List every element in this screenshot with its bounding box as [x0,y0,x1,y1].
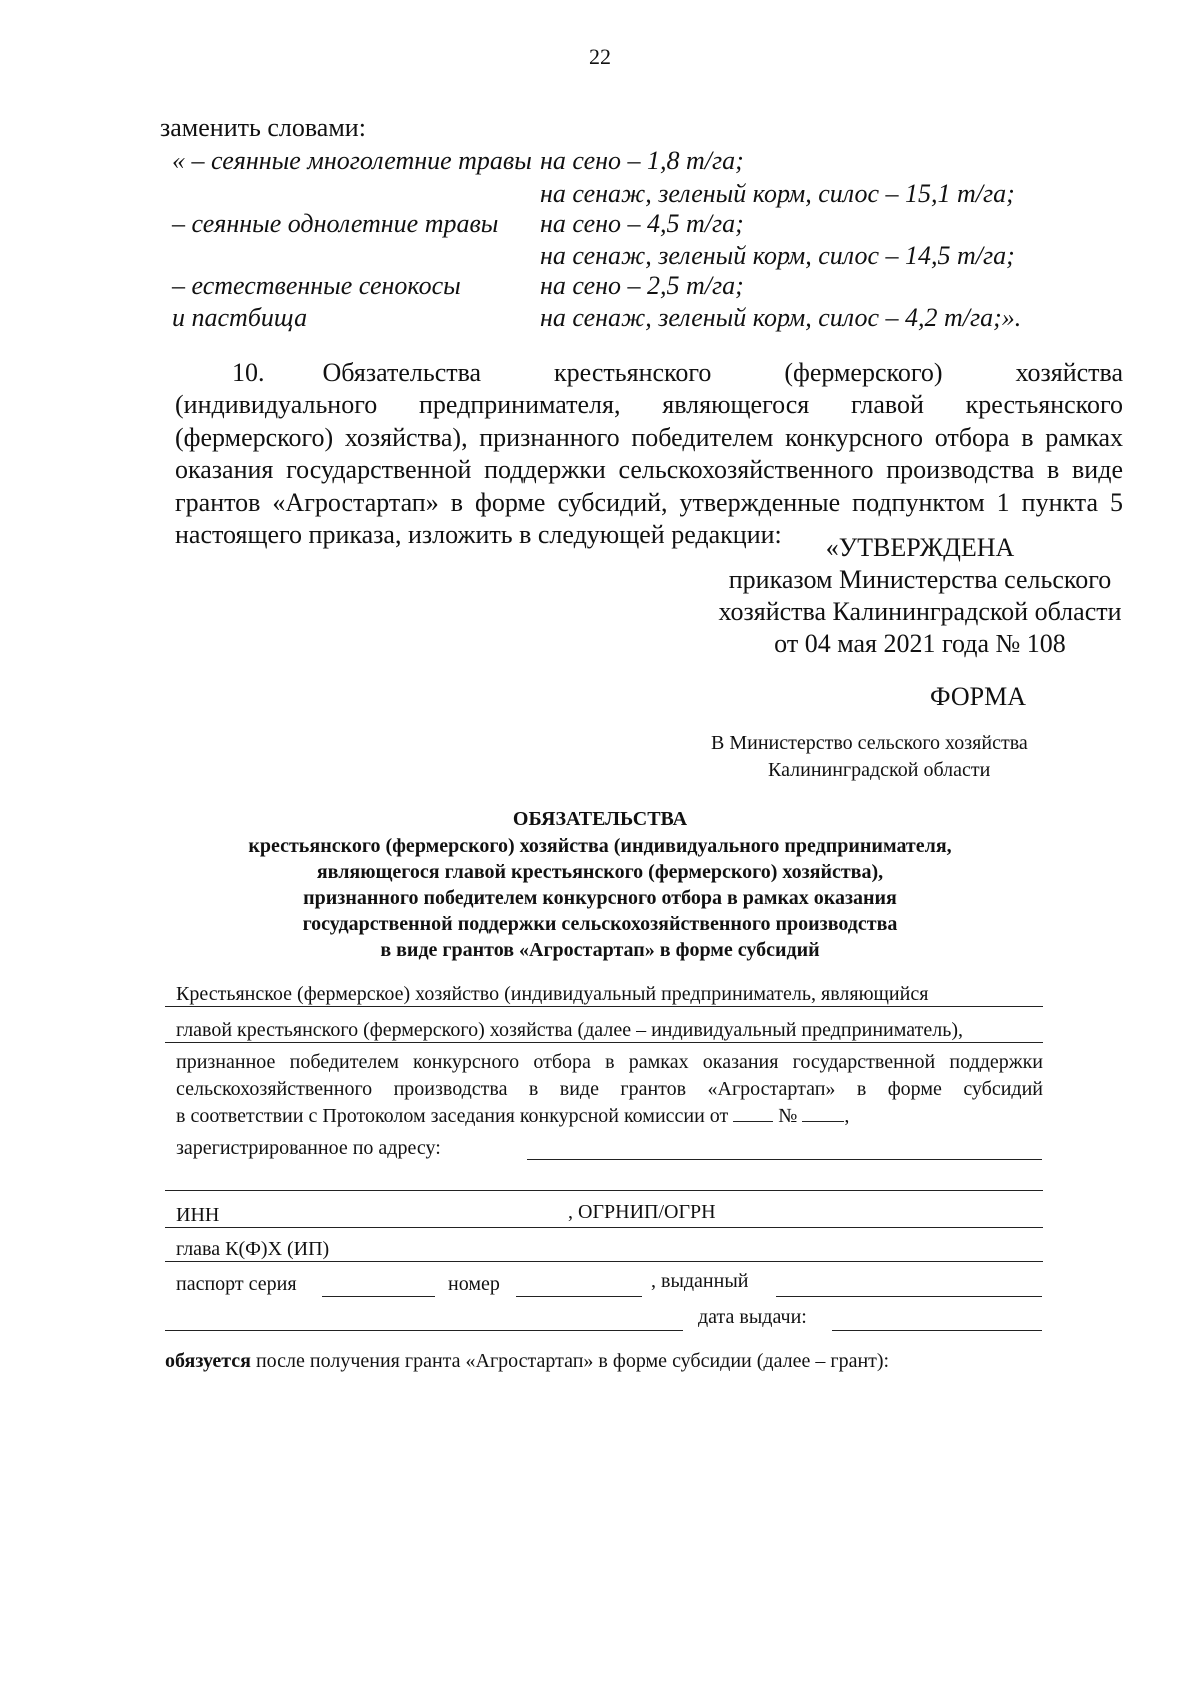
protocol-number-sign: № [778,1105,798,1127]
paragraph-10 [175,357,1123,551]
form-paragraph-line: сельскохозяйственного производства в виде грантов «Агростартап» в форме субсидий [176,1078,1043,1100]
form-subtitle-line: государственной поддержки сельскохозяйственного производства [302,913,898,935]
norm-crop: – естественные сенокосы [172,271,461,300]
norm-value: на сенаж, зеленый корм, силос – 4,2 т/га;». [540,303,1022,332]
issue-date-label: дата выдачи: [698,1306,807,1328]
head-label: глава К(Ф)Х (ИП) [176,1238,330,1260]
norm-value: на сено – 1,8 т/га; [540,146,744,175]
passport-series-label: паспорт серия [176,1273,297,1295]
approval-line: от 04 мая 2021 года № 108 [774,629,1066,658]
addressee-line: Калининградской области [768,759,991,781]
norm-crop-continued: и пастбища [172,303,308,332]
registered-label: зарегистрированное по адресу: [176,1137,441,1159]
form-subtitle-line: являющегося главой крестьянского (фермерского) хозяйства), [316,861,884,883]
intro-text: заменить словами: [160,113,366,142]
issued-by-field[interactable] [776,1296,1042,1297]
issued-by-field-continued[interactable] [165,1330,683,1331]
passport-number-label: номер [448,1273,500,1295]
protocol-comma: , [844,1105,850,1127]
form-subtitle-line: признанного победителем конкурсного отбора в рамках оказания [303,887,897,909]
form-line: Крестьянское (фермерское) хозяйство (индивидуальный предприниматель, являющийся [176,983,929,1005]
form-paragraph [176,1049,1043,1130]
address-field[interactable] [527,1159,1042,1160]
approval-heading: «УТВЕРЖДЕНА [825,533,1015,562]
norm-crop: – сеянные однолетние травы [172,209,499,238]
issued-label: , выданный [651,1270,749,1292]
form-underline [165,1042,1043,1043]
head-name-field[interactable] [165,1261,1043,1262]
page-number: 22 [589,44,611,69]
obligation-text [165,1350,889,1373]
protocol-text: в соответствии с Протоколом заседания конкурсной комиссии от [176,1105,729,1127]
approval-line: хозяйства Калининградской области [718,597,1122,626]
form-title: ОБЯЗАТЕЛЬСТВА [512,808,688,830]
protocol-date-field[interactable] [733,1105,773,1122]
paragraph-number: 10. [232,358,265,387]
form-label: ФОРМА [930,682,1026,711]
protocol-number-field[interactable] [802,1105,844,1122]
obligation-rest: после получения гранта «Агростартап» в форме субсидии (далее – грант): [250,1350,890,1372]
norm-crop: « – сеянные многолетние травы [172,146,532,175]
address-field-continued[interactable] [165,1190,1043,1191]
form-subtitle-line: в виде грантов «Агростартап» в форме субсидий [380,939,820,961]
form-line: главой крестьянского (фермерского) хозяйства (далее – индивидуальный предприниматель), [176,1019,963,1041]
norm-value: на сено – 2,5 т/га; [540,271,744,300]
form-underline [165,1006,1043,1007]
inn-ogrn-field[interactable] [165,1227,1043,1228]
norm-value: на сено – 4,5 т/га; [540,209,744,238]
ogrn-label: , ОГРНИП/ОГРН [568,1201,716,1223]
passport-series-field[interactable] [322,1296,435,1297]
norm-value: на сенаж, зеленый корм, силос – 14,5 т/га; [540,241,1015,270]
approval-line: приказом Министерства сельского [728,565,1112,594]
addressee-line: В Министерство сельского хозяйства [711,732,1028,754]
paragraph-text: Обязательства крестьянского (фермерского) хозяйства (индивидуального предпринимателя, являющегося главой крестьянского (фермерского) хозяйства), признанного победителем конкурсного отбора в рамках оказания государственной поддержки сельскохозяйственного производства в виде грантов «Агростартап» в форме субсидий, утвержденные подпунктом 1 пункта 5 настоящего приказа, изложить в следующей редакции: [175,358,1123,550]
norm-value: на сенаж, зеленый корм, силос – 15,1 т/га; [540,179,1015,208]
form-subtitle-line: крестьянского (фермерского) хозяйства (индивидуального предпринимателя, [248,835,952,857]
passport-number-field[interactable] [516,1296,642,1297]
form-paragraph-line: признанное победителем конкурсного отбора в рамках оказания государственной поддержки [176,1051,1043,1073]
form-paragraph-line [176,1103,1043,1130]
obligation-verb: обязуется [165,1350,251,1372]
inn-label: ИНН [176,1204,220,1226]
issue-date-field[interactable] [832,1330,1042,1331]
